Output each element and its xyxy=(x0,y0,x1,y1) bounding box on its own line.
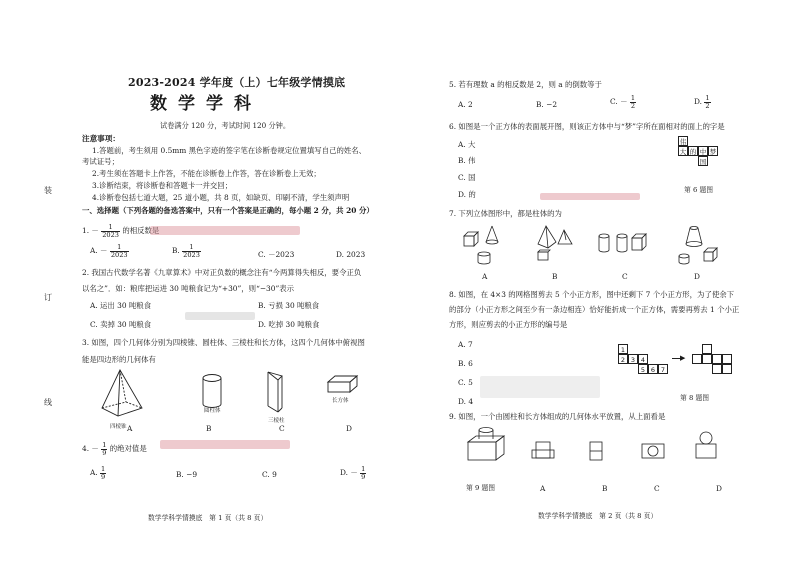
q1-b-fraction xyxy=(182,244,201,258)
q8-right-cell xyxy=(702,354,712,364)
q3-option-a: A xyxy=(127,424,133,433)
q8-right-cell xyxy=(702,344,712,354)
q4-a-den: 9 xyxy=(101,472,106,481)
exam-meta: 试卷满分 120 分，考试时间 120 分钟。 xyxy=(160,121,291,130)
q5-c-den: 2 xyxy=(630,101,636,110)
q6-cube-net xyxy=(678,136,748,178)
q8-grid-figure xyxy=(618,338,748,386)
q6-option-d: D. 的 xyxy=(458,190,476,199)
q7-a-cone xyxy=(486,226,498,244)
notes-heading: 注意事项： xyxy=(82,134,120,143)
q5-d-den: 2 xyxy=(705,101,710,110)
q4-option-a xyxy=(90,466,106,480)
q9-solid xyxy=(468,428,504,461)
footer-page-1: 数学学科学情摸底 第 1 页（共 8 页） xyxy=(148,514,268,522)
q3-option-d: D xyxy=(346,424,352,433)
pink-smudge-2 xyxy=(160,440,290,449)
q5-option-c xyxy=(610,95,636,109)
q3-option-c: C xyxy=(279,424,285,433)
q5-stem: 5. 若有理数 a 的相反数是 2，则 a 的倒数等于 xyxy=(449,80,602,89)
binding-mark-ding: 订 xyxy=(44,293,52,302)
q8-option-b: B. 6 xyxy=(458,359,473,368)
q2-line-1: 2. 我国古代数学名著《九章算术》中对正负数的概念注有“今两算得失相反，要令正负 xyxy=(82,268,362,277)
q7-c-cuboid xyxy=(632,234,646,250)
q5-d-fraction xyxy=(704,95,710,109)
pink-smudge xyxy=(150,226,300,235)
gray-smudge xyxy=(185,312,255,320)
q6-option-c: C. 国 xyxy=(458,173,476,182)
q7-option-b: B xyxy=(552,272,558,281)
q8-right-cell xyxy=(712,364,722,374)
q1-frac-den: 2023 xyxy=(102,230,119,239)
q1-stem-text: 的相反数是 xyxy=(122,226,160,236)
net-cell-de: 的 xyxy=(689,148,697,156)
q1-fraction xyxy=(101,224,120,238)
triangular-prism-shape xyxy=(268,372,282,412)
q9-stem: 9. 如图，一个由圆柱和长方体组成的几何体水平放置，从上面看是 xyxy=(449,412,666,421)
q7-option-c: C xyxy=(622,272,628,281)
q2-option-c: C. 卖掉 30 吨粮食 xyxy=(90,320,152,329)
q1-a-minus: － xyxy=(100,246,108,256)
q7-b-pyramid xyxy=(538,226,556,248)
q9-option-b-view xyxy=(590,442,602,460)
pyramid-shape xyxy=(102,370,142,416)
q1-option-b xyxy=(172,244,201,258)
q8-option-c: C. 5 xyxy=(458,378,473,387)
q4-a-num: 1 xyxy=(101,465,106,473)
q8-cell-5: 5 xyxy=(638,364,648,374)
q3-solids-figure xyxy=(82,368,392,430)
q8-line-3: 方形，则应剪去的小正方形的编号是 xyxy=(449,320,568,329)
q1-minus: － xyxy=(91,226,99,236)
q9-option-c-view xyxy=(642,444,664,458)
gray-smudge-2 xyxy=(480,376,600,398)
q4-d-num: 1 xyxy=(361,465,366,473)
q8-cell-6: 6 xyxy=(648,364,658,374)
q1-b-label: B. xyxy=(172,246,180,256)
q5-c-fraction xyxy=(630,95,636,109)
q4-minus: － xyxy=(91,444,99,454)
q4-stem xyxy=(82,442,147,456)
q3-shape-label-4: 长方体 xyxy=(332,398,349,404)
q7-d-frustum xyxy=(686,227,702,247)
q1-stem xyxy=(82,224,159,238)
q4-frac-den: 9 xyxy=(102,448,107,457)
q9-option-a: A xyxy=(540,484,546,493)
q4-fraction xyxy=(101,442,107,456)
q4-option-b: B. −9 xyxy=(176,470,198,479)
q2-option-d: D. 吃掉 30 吨粮食 xyxy=(258,320,320,329)
q4-a-label: A. xyxy=(90,468,98,478)
binding-mark-xian: 线 xyxy=(44,398,52,407)
q2-option-a: A. 运出 30 吨粮食 xyxy=(90,301,152,310)
q6-option-a: A. 大 xyxy=(458,140,476,149)
q5-option-a: A. 2 xyxy=(458,100,473,109)
q5-option-b: B. −2 xyxy=(536,100,558,109)
q4-d-fraction xyxy=(360,466,366,480)
q2-line-2: 以名之”．如：粮库把运进 30 吨粮食记为“+30”，则“−30”表示 xyxy=(82,284,295,293)
q8-right-cell xyxy=(722,364,732,374)
q8-cell-1: 1 xyxy=(618,344,628,354)
q1-option-d: D. 2023 xyxy=(336,250,366,259)
q7-d-cylinder xyxy=(679,254,689,264)
footer-page-2: 数学学科学情摸底 第 2 页（共 8 页） xyxy=(538,512,658,520)
note-line-1: 1.答题前，考生须用 0.5mm 黑色字迹的签字笔在诊断卷规定位置填写自己的姓名、 xyxy=(92,146,367,155)
q7-a-cylinder xyxy=(478,252,490,264)
q7-b-prism xyxy=(538,250,550,260)
q4-d-den: 9 xyxy=(361,472,366,481)
q8-right-cell xyxy=(692,354,702,364)
note-line-5: 4.诊断卷包括七道大题，25 道小题，共 8 页，如缺页、印刷不清，学生须声明 xyxy=(92,193,350,202)
q1-option-a xyxy=(90,244,129,258)
exam-title: 2023-2024 学年度（上）七年级学情摸底 xyxy=(128,76,346,89)
q4-number: 4. xyxy=(82,444,90,454)
q8-figure-caption: 第 8 题图 xyxy=(680,394,710,402)
q3-shape-label-1: 四棱锥 xyxy=(110,424,127,430)
q7-option-d: D xyxy=(694,272,700,281)
q8-cell-4: 4 xyxy=(638,354,648,364)
q7-d-cube xyxy=(704,248,717,261)
q1-a-fraction xyxy=(110,244,129,258)
q9-option-a-view xyxy=(532,442,554,458)
q1-a-num: 1 xyxy=(110,244,129,252)
note-line-4: 3.诊断结束，将诊断卷和答题卡一并交回； xyxy=(92,181,233,190)
cylinder-shape xyxy=(203,375,221,408)
net-cell-zhong: 中 xyxy=(699,148,707,156)
q9-figure-caption: 第 9 题图 xyxy=(466,484,496,492)
q7-c-cylinder-1 xyxy=(599,234,609,252)
q7-c-cylinder-2 xyxy=(617,234,627,252)
net-cell-da: 大 xyxy=(679,148,687,156)
note-line-3: 2.考生须在答题卡上作答，不能在诊断卷上作答，答在诊断卷上无效； xyxy=(92,169,321,178)
q7-solids-figure xyxy=(462,222,742,266)
pink-smudge-3 xyxy=(540,193,640,200)
q2-option-b: B. 亏损 30 吨粮食 xyxy=(258,301,320,310)
q7-stem: 7. 下列立体图形中，都是柱体的为 xyxy=(449,209,562,218)
q8-right-cell xyxy=(722,354,732,364)
q8-cell-3: 3 xyxy=(628,354,638,364)
q5-d-num: 1 xyxy=(705,94,710,102)
q8-right-cell xyxy=(712,354,722,364)
q5-c-num: 1 xyxy=(630,94,636,102)
q8-cell-2: 2 xyxy=(618,354,628,364)
subject-title: 数学学科 xyxy=(150,94,262,114)
q8-option-d: D. 4 xyxy=(458,397,474,406)
q1-a-label: A. xyxy=(90,246,98,256)
q1-b-den: 2023 xyxy=(183,250,200,259)
q4-a-fraction xyxy=(100,466,106,480)
q9-option-b: B xyxy=(602,484,608,493)
binding-mark-zhuang: 装 xyxy=(44,186,52,195)
q3-shape-label-2: 圆柱体 xyxy=(204,408,221,414)
q4-d-label: D. － xyxy=(340,468,358,478)
q9-option-d-view xyxy=(696,432,716,458)
net-cell-wei: 伟 xyxy=(679,138,687,146)
q8-line-1: 8. 如图，在 4×3 的网格图剪去 5 个小正方形，图中还剩下 7 个小正方形，为了使余下 xyxy=(449,290,735,299)
q8-option-a: A. 7 xyxy=(458,340,473,349)
q6-option-b: B. 伟 xyxy=(458,156,476,165)
q6-stem: 6. 如图是一个正方体的表面展开图，则该正方体中与“梦”字所在面相对的面上的字是 xyxy=(449,122,725,131)
q1-option-c: C. －2023 xyxy=(258,250,295,259)
q1-number: 1. xyxy=(82,226,90,236)
q7-b-tetrahedron xyxy=(558,230,572,244)
net-cell-meng: 梦 xyxy=(709,148,717,156)
q1-a-den: 2023 xyxy=(110,250,128,259)
q4-frac-num: 1 xyxy=(102,441,107,449)
q5-option-d xyxy=(694,95,711,109)
arrow-right-icon: ▶ xyxy=(680,354,686,362)
q5-d-label: D. xyxy=(694,97,705,107)
q1-frac-num: 1 xyxy=(101,224,120,232)
q7-a-cube xyxy=(464,232,478,246)
q6-figure-caption: 第 6 题图 xyxy=(684,186,714,194)
q3-line-2: 能是四边形的几何体有 xyxy=(82,355,156,364)
q4-stem-text: 的绝对值是 xyxy=(109,444,147,454)
q8-cell-7: 7 xyxy=(658,364,668,374)
note-line-2: 考试证号； xyxy=(82,157,119,166)
q4-option-d xyxy=(340,466,366,480)
q9-figure xyxy=(462,424,742,474)
q1-b-num: 1 xyxy=(182,244,201,252)
q3-option-b: B xyxy=(206,424,212,433)
q9-option-c: C xyxy=(654,484,660,493)
net-cell-guo: 国 xyxy=(699,158,707,166)
q3-shape-label-3: 三棱柱 xyxy=(268,418,285,424)
q3-line-1: 3. 如图，四个几何体分别为四棱锥、圆柱体、三棱柱和长方体，这四个几何体中俯视图 xyxy=(82,338,365,347)
section-1-heading: 一、选择题（下列各题的备选答案中，只有一个答案是正确的，每小题 2 分，共 20 分） xyxy=(82,206,374,215)
q4-option-c: C. 9 xyxy=(262,470,277,479)
cuboid-shape xyxy=(328,376,357,392)
q7-option-a: A xyxy=(482,272,488,281)
q9-option-d: D xyxy=(716,484,722,493)
q5-c-label: C. － xyxy=(610,97,628,107)
q8-line-2: 的部分（小正方形之间至少有一条边相连）恰好能折成一个正方体，需要再剪去 1 个小正 xyxy=(449,305,740,314)
